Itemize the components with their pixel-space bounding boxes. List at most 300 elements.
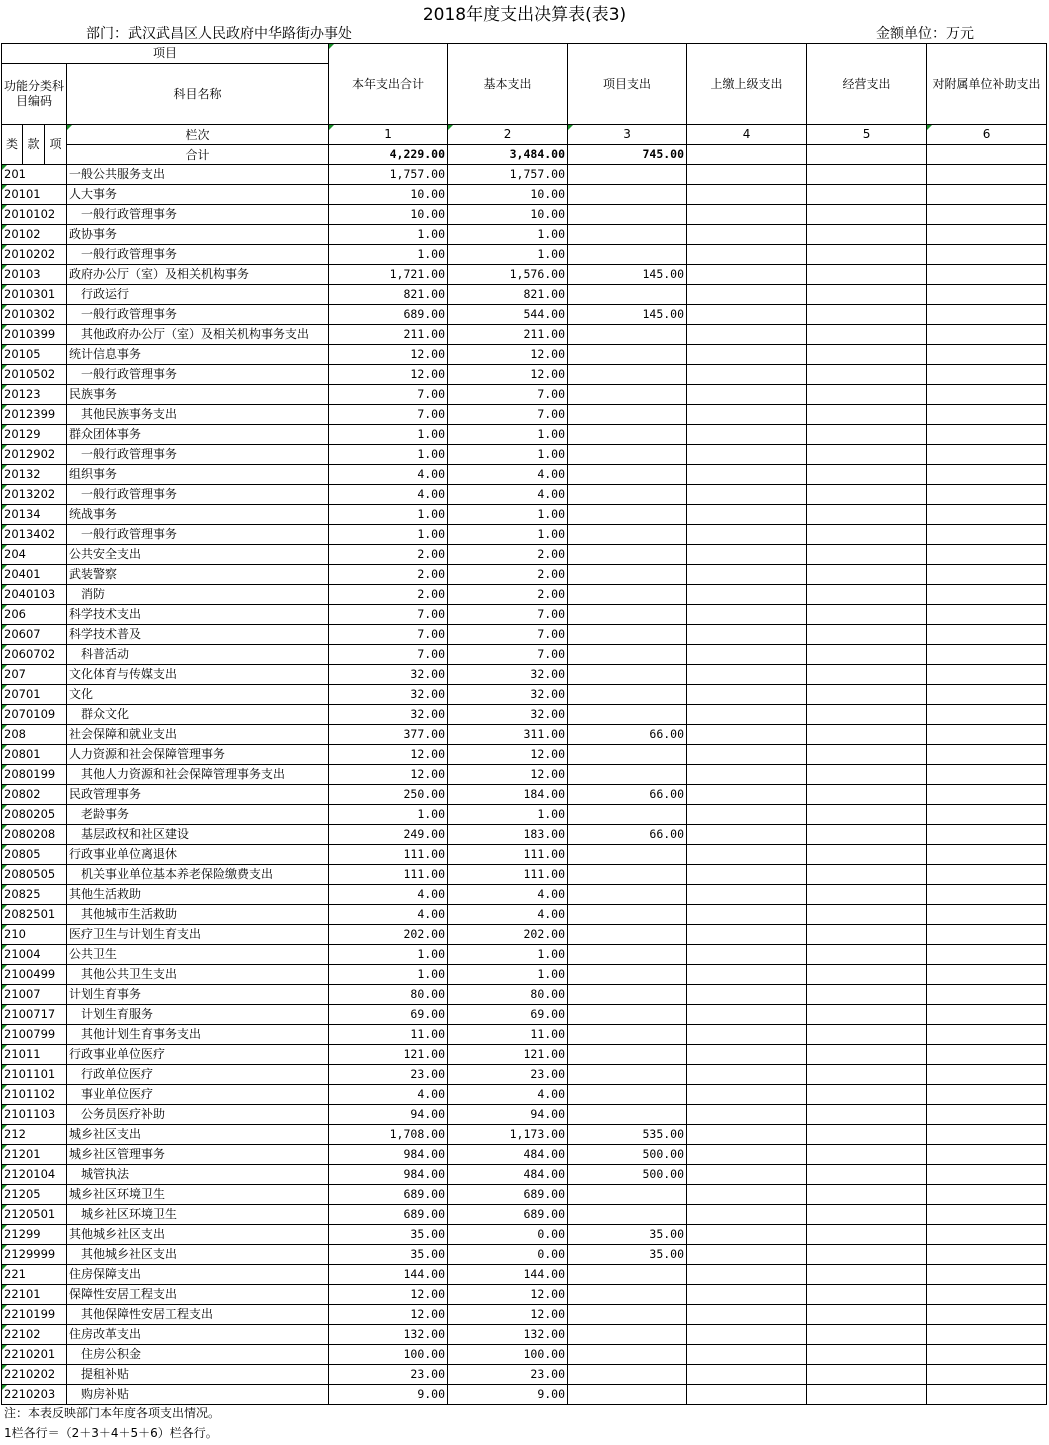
row-business (807, 805, 927, 825)
row-business (807, 245, 927, 265)
row-name: 其他公共卫生支出 (67, 965, 329, 985)
row-upper (687, 1025, 807, 1045)
row-business (807, 225, 927, 245)
table-row (2, 565, 1047, 585)
row-upper (687, 325, 807, 345)
table-row (2, 845, 1047, 865)
row-upper (687, 1165, 807, 1185)
row-code: 2013402 (2, 525, 67, 545)
row-project (568, 1265, 687, 1285)
row-basic: 121.00 (448, 1045, 568, 1065)
row-name: 行政单位医疗 (67, 1065, 329, 1085)
row-upper (687, 1145, 807, 1165)
row-upper (687, 345, 807, 365)
row-name: 统战事务 (67, 505, 329, 525)
row-basic: 1.00 (448, 525, 568, 545)
row-subsidy (927, 185, 1047, 205)
row-business (807, 1125, 927, 1145)
row-upper (687, 945, 807, 965)
row-name: 政府办公厅（室）及相关机构事务 (67, 265, 329, 285)
row-business (807, 1365, 927, 1385)
row-total: 4.00 (329, 905, 448, 925)
row-business (807, 1385, 927, 1405)
row-name: 其他城乡社区支出 (67, 1225, 329, 1245)
row-upper (687, 745, 807, 765)
row-project (568, 985, 687, 1005)
row-total: 2.00 (329, 585, 448, 605)
row-project (568, 165, 687, 185)
row-code: 2013202 (2, 485, 67, 505)
total-label: 合计 (67, 145, 329, 165)
row-project (568, 1065, 687, 1085)
row-business (807, 565, 927, 585)
row-total: 23.00 (329, 1365, 448, 1385)
row-code: 2100717 (2, 1005, 67, 1025)
row-subsidy (927, 1045, 1047, 1065)
row-project: 535.00 (568, 1125, 687, 1145)
row-project (568, 505, 687, 525)
row-name: 一般行政管理事务 (67, 485, 329, 505)
row-subsidy (927, 1025, 1047, 1045)
row-project (568, 925, 687, 945)
total-upper (687, 145, 807, 165)
table-row (2, 1085, 1047, 1105)
table-row (2, 1305, 1047, 1325)
row-business (807, 645, 927, 665)
row-total: 1.00 (329, 225, 448, 245)
row-basic: 10.00 (448, 185, 568, 205)
row-business (807, 1145, 927, 1165)
row-business (807, 865, 927, 885)
row-total: 984.00 (329, 1165, 448, 1185)
row-basic: 211.00 (448, 325, 568, 345)
row-upper (687, 625, 807, 645)
row-project (568, 405, 687, 425)
row-project (568, 245, 687, 265)
row-upper (687, 405, 807, 425)
table-row (2, 765, 1047, 785)
row-name: 住房公积金 (67, 1345, 329, 1365)
table-row (2, 805, 1047, 825)
row-total: 32.00 (329, 705, 448, 725)
row-project (568, 185, 687, 205)
row-code: 21004 (2, 945, 67, 965)
table-row (2, 185, 1047, 205)
row-name: 机关事业单位基本养老保险缴费支出 (67, 865, 329, 885)
row-code: 20132 (2, 465, 67, 485)
row-total: 132.00 (329, 1325, 448, 1345)
row-total: 4.00 (329, 465, 448, 485)
row-total: 1.00 (329, 525, 448, 545)
row-total: 7.00 (329, 625, 448, 645)
row-total: 12.00 (329, 345, 448, 365)
row-subsidy (927, 445, 1047, 465)
row-name: 行政事业单位医疗 (67, 1045, 329, 1065)
row-name: 社会保障和就业支出 (67, 725, 329, 745)
row-business (807, 1265, 927, 1285)
row-code: 201 (2, 165, 67, 185)
row-basic: 821.00 (448, 285, 568, 305)
row-business (807, 585, 927, 605)
table-row (2, 1325, 1047, 1345)
table-row (2, 625, 1047, 645)
row-subsidy (927, 585, 1047, 605)
row-business (807, 285, 927, 305)
row-code: 20701 (2, 685, 67, 705)
table-row (2, 1245, 1047, 1265)
row-business (807, 365, 927, 385)
row-upper (687, 425, 807, 445)
row-total: 111.00 (329, 865, 448, 885)
row-code: 2120501 (2, 1205, 67, 1225)
table-row (2, 605, 1047, 625)
row-total: 11.00 (329, 1025, 448, 1045)
colnum-4: 4 (687, 125, 807, 145)
row-project (568, 685, 687, 705)
row-subsidy (927, 505, 1047, 525)
row-subsidy (927, 485, 1047, 505)
row-code: 2210201 (2, 1345, 67, 1365)
row-project (568, 765, 687, 785)
row-business (807, 165, 927, 185)
row-project (568, 745, 687, 765)
row-subsidy (927, 565, 1047, 585)
row-project (568, 485, 687, 505)
table-row (2, 405, 1047, 425)
row-project (568, 1285, 687, 1305)
row-project (568, 285, 687, 305)
row-project (568, 965, 687, 985)
table-row (2, 365, 1047, 385)
row-code: 20805 (2, 845, 67, 865)
row-name: 城乡社区环境卫生 (67, 1185, 329, 1205)
row-basic: 689.00 (448, 1205, 568, 1225)
row-code: 2210202 (2, 1365, 67, 1385)
row-upper (687, 1245, 807, 1265)
total-sum: 4,229.00 (329, 145, 448, 165)
table-row (2, 1185, 1047, 1205)
row-project (568, 865, 687, 885)
row-business (807, 545, 927, 565)
row-name: 群众文化 (67, 705, 329, 725)
row-business (807, 905, 927, 925)
table-row (2, 645, 1047, 665)
row-subsidy (927, 1105, 1047, 1125)
row-basic: 132.00 (448, 1325, 568, 1345)
row-business (807, 745, 927, 765)
row-subsidy (927, 1265, 1047, 1285)
row-basic: 1.00 (448, 965, 568, 985)
row-total: 80.00 (329, 985, 448, 1005)
row-project: 66.00 (568, 725, 687, 745)
row-code: 22102 (2, 1325, 67, 1345)
row-subsidy (927, 745, 1047, 765)
row-project (568, 805, 687, 825)
colnum-6: 6 (927, 125, 1047, 145)
row-business (807, 765, 927, 785)
row-project (568, 325, 687, 345)
table-row (2, 345, 1047, 365)
row-basic: 484.00 (448, 1165, 568, 1185)
table-row (2, 905, 1047, 925)
row-basic: 12.00 (448, 345, 568, 365)
table-row (2, 385, 1047, 405)
header-basic: 基本支出 (448, 44, 568, 125)
row-subsidy (927, 1065, 1047, 1085)
header-total: 本年支出合计 (329, 44, 448, 125)
row-project (568, 1365, 687, 1385)
table-row (2, 325, 1047, 345)
table-row (2, 665, 1047, 685)
row-business (807, 1165, 927, 1185)
header-business: 经营支出 (807, 44, 927, 125)
table-row (2, 205, 1047, 225)
row-project (568, 1105, 687, 1125)
row-basic: 4.00 (448, 465, 568, 485)
row-business (807, 505, 927, 525)
row-basic: 12.00 (448, 365, 568, 385)
row-subsidy (927, 425, 1047, 445)
total-project: 745.00 (568, 145, 687, 165)
row-subsidy (927, 165, 1047, 185)
table-row (2, 1025, 1047, 1045)
row-code: 2101103 (2, 1105, 67, 1125)
row-code: 20123 (2, 385, 67, 405)
table-row (2, 725, 1047, 745)
row-upper (687, 925, 807, 945)
row-basic: 1.00 (448, 945, 568, 965)
row-name: 保障性安居工程支出 (67, 1285, 329, 1305)
row-subsidy (927, 265, 1047, 285)
row-code: 2040103 (2, 585, 67, 605)
row-upper (687, 1265, 807, 1285)
row-code: 20801 (2, 745, 67, 765)
table-row (2, 945, 1047, 965)
row-name: 民政管理事务 (67, 785, 329, 805)
row-business (807, 1045, 927, 1065)
row-code: 2129999 (2, 1245, 67, 1265)
row-code: 2012399 (2, 405, 67, 425)
table-row (2, 1385, 1047, 1405)
row-subsidy (927, 785, 1047, 805)
row-total: 4.00 (329, 885, 448, 905)
row-basic: 7.00 (448, 625, 568, 645)
row-code: 2100499 (2, 965, 67, 985)
row-basic: 69.00 (448, 1005, 568, 1025)
row-code: 2060702 (2, 645, 67, 665)
table-row (2, 1045, 1047, 1065)
row-code: 20129 (2, 425, 67, 445)
table-row (2, 245, 1047, 265)
row-code: 20607 (2, 625, 67, 645)
row-basic: 12.00 (448, 765, 568, 785)
row-project (568, 385, 687, 405)
row-basic: 544.00 (448, 305, 568, 325)
row-subsidy (927, 1125, 1047, 1145)
row-upper (687, 765, 807, 785)
row-upper (687, 785, 807, 805)
row-subsidy (927, 205, 1047, 225)
row-basic: 1.00 (448, 505, 568, 525)
row-upper (687, 1065, 807, 1085)
row-upper (687, 165, 807, 185)
row-name: 人力资源和社会保障管理事务 (67, 745, 329, 765)
row-total: 12.00 (329, 765, 448, 785)
row-basic: 484.00 (448, 1145, 568, 1165)
row-name: 其他政府办公厅（室）及相关机构事务支出 (67, 325, 329, 345)
row-code: 21201 (2, 1145, 67, 1165)
row-upper (687, 825, 807, 845)
row-subsidy (927, 725, 1047, 745)
row-total: 35.00 (329, 1245, 448, 1265)
row-total: 4.00 (329, 1085, 448, 1105)
row-total: 250.00 (329, 785, 448, 805)
table-row (2, 745, 1047, 765)
table-row (2, 1205, 1047, 1225)
row-upper (687, 605, 807, 625)
row-subsidy (927, 525, 1047, 545)
row-name: 其他生活救助 (67, 885, 329, 905)
row-total: 7.00 (329, 645, 448, 665)
row-name: 城乡社区支出 (67, 1125, 329, 1145)
row-subsidy (927, 1165, 1047, 1185)
row-business (807, 465, 927, 485)
row-total: 1.00 (329, 505, 448, 525)
row-basic: 2.00 (448, 545, 568, 565)
row-upper (687, 1385, 807, 1405)
row-name: 其他人力资源和社会保障管理事务支出 (67, 765, 329, 785)
table-row (2, 425, 1047, 445)
row-upper (687, 305, 807, 325)
row-business (807, 485, 927, 505)
row-name: 其他城市生活救助 (67, 905, 329, 925)
row-total: 2.00 (329, 545, 448, 565)
table-row (2, 505, 1047, 525)
row-subsidy (927, 465, 1047, 485)
row-business (807, 425, 927, 445)
row-upper (687, 1125, 807, 1145)
row-business (807, 785, 927, 805)
row-total: 1,721.00 (329, 265, 448, 285)
row-total: 2.00 (329, 565, 448, 585)
row-total: 7.00 (329, 605, 448, 625)
row-name: 组织事务 (67, 465, 329, 485)
row-upper (687, 245, 807, 265)
row-upper (687, 225, 807, 245)
row-basic: 94.00 (448, 1105, 568, 1125)
row-name: 一般行政管理事务 (67, 205, 329, 225)
row-project: 145.00 (568, 265, 687, 285)
total-basic: 3,484.00 (448, 145, 568, 165)
row-name: 城乡社区管理事务 (67, 1145, 329, 1165)
row-business (807, 405, 927, 425)
row-name: 行政事业单位离退休 (67, 845, 329, 865)
row-upper (687, 1085, 807, 1105)
row-total: 689.00 (329, 1185, 448, 1205)
row-subsidy (927, 1325, 1047, 1345)
table-row (2, 285, 1047, 305)
row-business (807, 185, 927, 205)
row-project (568, 945, 687, 965)
row-basic: 1.00 (448, 425, 568, 445)
row-upper (687, 1305, 807, 1325)
header-func-code: 功能分类科目编码 (2, 64, 67, 125)
header-upper: 上缴上级支出 (687, 44, 807, 125)
row-subsidy (927, 805, 1047, 825)
row-total: 144.00 (329, 1265, 448, 1285)
row-subsidy (927, 1305, 1047, 1325)
row-name: 行政运行 (67, 285, 329, 305)
row-project: 66.00 (568, 785, 687, 805)
row-name: 武装警察 (67, 565, 329, 585)
row-project: 35.00 (568, 1225, 687, 1245)
total-subsidy (927, 145, 1047, 165)
row-name: 公共安全支出 (67, 545, 329, 565)
row-project (568, 365, 687, 385)
row-basic: 1,173.00 (448, 1125, 568, 1145)
row-basic: 23.00 (448, 1365, 568, 1385)
row-subsidy (927, 765, 1047, 785)
row-subsidy (927, 1285, 1047, 1305)
table-row (2, 1005, 1047, 1025)
row-upper (687, 805, 807, 825)
row-project: 66.00 (568, 825, 687, 845)
row-total: 94.00 (329, 1105, 448, 1125)
row-name: 事业单位医疗 (67, 1085, 329, 1105)
row-name: 提租补贴 (67, 1365, 329, 1385)
row-basic: 12.00 (448, 745, 568, 765)
row-code: 21007 (2, 985, 67, 1005)
row-name: 城乡社区环境卫生 (67, 1205, 329, 1225)
row-business (807, 205, 927, 225)
colnum-5: 5 (807, 125, 927, 145)
header-project: 项目支出 (568, 44, 687, 125)
row-business (807, 845, 927, 865)
row-total: 69.00 (329, 1005, 448, 1025)
unit-label: 金额单位：万元 (876, 26, 974, 42)
row-name: 基层政权和社区建设 (67, 825, 329, 845)
row-total: 1.00 (329, 425, 448, 445)
row-project (568, 645, 687, 665)
row-subsidy (927, 245, 1047, 265)
table-row (2, 865, 1047, 885)
note-line-1: 注：本表反映部门本年度各项支出情况。 (4, 1406, 221, 1420)
row-code: 2010202 (2, 245, 67, 265)
row-project (568, 345, 687, 365)
row-business (807, 625, 927, 645)
row-business (807, 1245, 927, 1265)
row-subsidy (927, 705, 1047, 725)
row-total: 211.00 (329, 325, 448, 345)
row-project (568, 585, 687, 605)
row-total: 1.00 (329, 805, 448, 825)
row-upper (687, 1185, 807, 1205)
table-row (2, 465, 1047, 485)
header-subsidy: 对附属单位补助支出 (927, 44, 1047, 125)
row-upper (687, 965, 807, 985)
row-basic: 689.00 (448, 1185, 568, 1205)
row-subsidy (927, 405, 1047, 425)
row-subsidy (927, 685, 1047, 705)
table-row (2, 165, 1047, 185)
row-name: 公务员医疗补助 (67, 1105, 329, 1125)
row-code: 2101101 (2, 1065, 67, 1085)
row-subsidy (927, 365, 1047, 385)
table-row (2, 985, 1047, 1005)
row-code: 206 (2, 605, 67, 625)
row-code: 208 (2, 725, 67, 745)
row-code: 2080505 (2, 865, 67, 885)
